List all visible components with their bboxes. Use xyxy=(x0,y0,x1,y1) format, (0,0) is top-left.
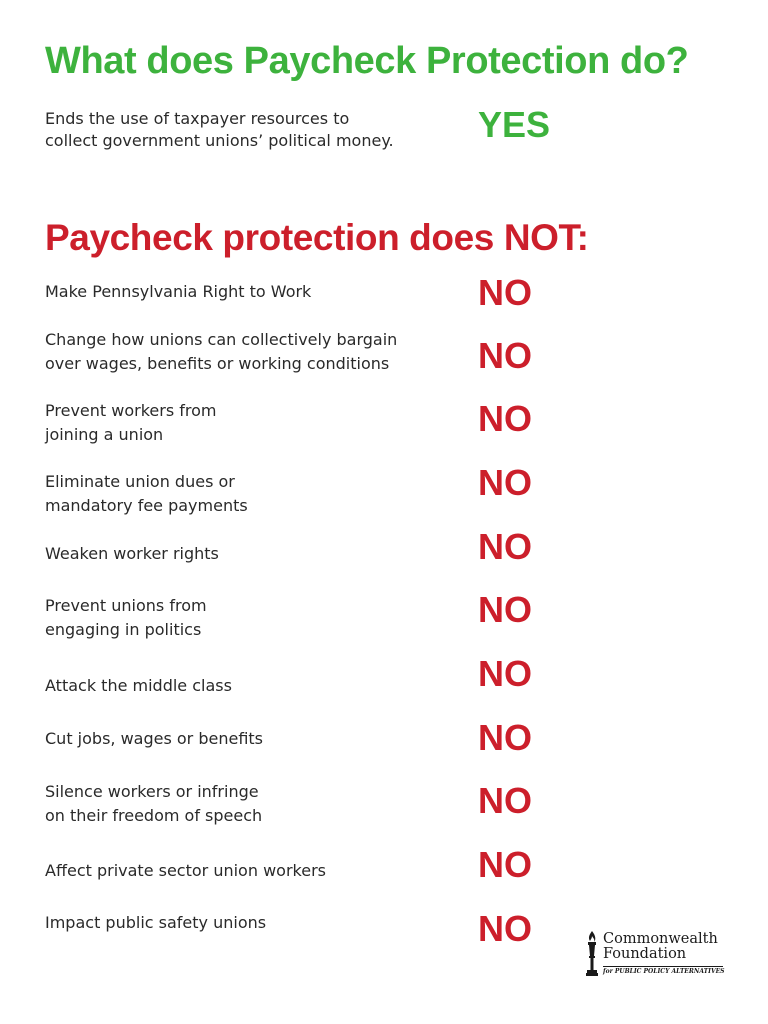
logo-divider xyxy=(603,966,723,967)
logo-tagline: for PUBLIC POLICY ALTERNATIVES xyxy=(603,968,725,975)
list-item-no: NO xyxy=(478,272,532,313)
list-item-no: NO xyxy=(478,335,532,376)
commonwealth-foundation-logo xyxy=(584,928,734,980)
list-item-no: NO xyxy=(478,462,532,503)
logo-name: Commonwealth Foundation xyxy=(603,931,718,962)
list-item-no: NO xyxy=(478,717,532,758)
list-item-text: Eliminate union dues or mandatory fee payments xyxy=(45,472,248,515)
torch-icon xyxy=(584,930,600,978)
list-item-text: Affect private sector union workers xyxy=(45,861,326,880)
list-item-no: NO xyxy=(478,653,532,694)
list-item-text: Make Pennsylvania Right to Work xyxy=(45,282,312,301)
list-item-text: Prevent workers from joining a union xyxy=(45,401,217,444)
list-item-text: Weaken worker rights xyxy=(45,544,219,563)
section-title-does-not: Paycheck protection does NOT: xyxy=(45,217,589,258)
list-item-text: Change how unions can collectively bargain over wages, benefits or working conditions xyxy=(45,330,398,373)
list-item-no: NO xyxy=(478,398,532,439)
list-item-text: Cut jobs, wages or benefits xyxy=(45,729,264,748)
list-item-no: NO xyxy=(478,844,532,885)
list-item-no: NO xyxy=(478,908,532,949)
page-title: What does Paycheck Protection do? xyxy=(45,40,689,82)
yes-item-description: Ends the use of taxpayer resources to collect government unions’ political money. xyxy=(45,109,394,150)
list-item-text: Prevent unions from engaging in politics xyxy=(45,596,207,639)
list-item-no: NO xyxy=(478,589,532,630)
list-item-no: NO xyxy=(478,526,532,567)
list-item-text: Silence workers or infringe on their freedom of speech xyxy=(45,782,263,825)
list-item-text: Impact public safety unions xyxy=(45,913,267,932)
list-item-no: NO xyxy=(478,780,532,821)
list-item-text: Attack the middle class xyxy=(45,676,232,695)
yes-answer-label: YES xyxy=(478,104,551,145)
